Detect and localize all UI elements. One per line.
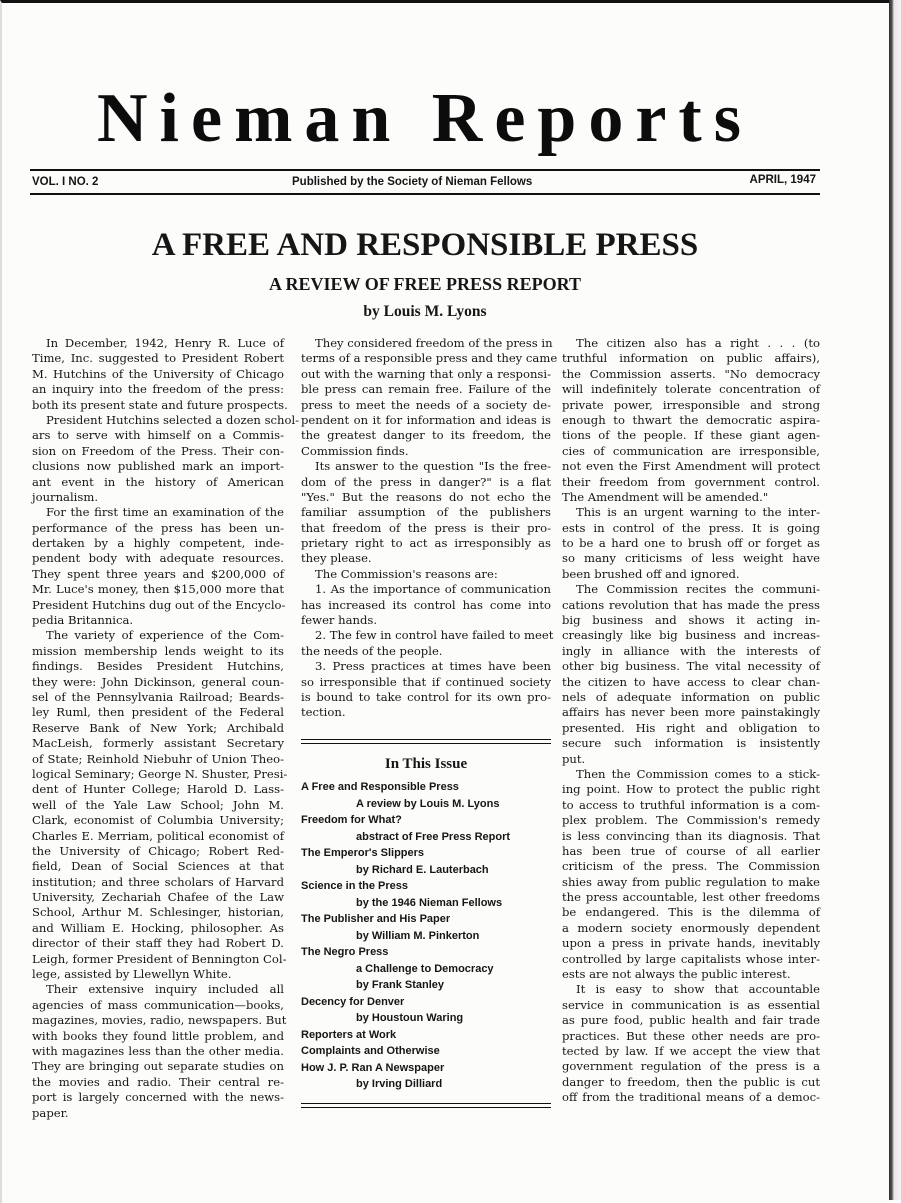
text-line: a modern society enormously dependent — [562, 920, 820, 935]
article-column-2 — [301, 336, 558, 721]
toc-item — [301, 1027, 551, 1044]
text-line: so many criticisms of less weight have — [562, 551, 820, 566]
text-line: They spent three years and $200,000 of — [32, 566, 284, 581]
text-line: M. Hutchins of the University of Chicago — [32, 366, 284, 381]
text-line: out with the warning that only a responsi- — [301, 366, 551, 381]
text-line: prietary right to act as irresponsibly as — [301, 536, 551, 551]
toc-list — [301, 779, 551, 1093]
toc-item — [301, 845, 551, 878]
toc-item-subtitle: a Challenge to Democracy — [356, 962, 494, 975]
toc-item-title: The Publisher and His Paper — [301, 913, 451, 925]
masthead-rule-bottom — [30, 193, 820, 195]
text-line: to be a hard one to brush off or forget as — [562, 536, 820, 551]
text-line: big business and shows it acting in- — [562, 613, 820, 628]
toc-item-subtitle: by Houstoun Waring — [356, 1012, 464, 1024]
text-line: tection. — [301, 705, 346, 720]
text-line: ests are not always the public interest. — [562, 967, 791, 982]
text-line: been brushed off and ignored. — [562, 566, 740, 581]
text-line: the press accountable, lest other freedoms — [562, 890, 820, 905]
text-line: terms of a responsible press and they came — [301, 351, 558, 366]
text-line: lege, assisted by Llewellyn White. — [32, 967, 232, 982]
text-line: the citizen to have access to clear chan- — [562, 674, 820, 689]
text-line: as pure food, public health and fair trade — [562, 1013, 820, 1028]
text-line: cies of communication are irresponsible, — [562, 443, 820, 458]
toc-item-title: Decency for Denver — [301, 995, 405, 1008]
text-line: field, Dean of Social Sciences at that — [32, 859, 284, 874]
text-line: is bound to take control for its own pro- — [301, 689, 551, 704]
article-byline: by Louis M. Lyons — [363, 303, 487, 320]
text-line: ests in control of the press. It is going — [562, 520, 820, 535]
text-line: ley Ruml, then president of the Federal — [32, 705, 284, 720]
text-line: ars to serve with himself on a Commis- — [32, 428, 284, 443]
volume-number: VOL. I NO. 2 — [32, 176, 99, 188]
text-line: It is easy to show that accountable — [576, 982, 820, 997]
text-line: cations revolution that has made the press — [562, 597, 820, 612]
toc-item — [301, 911, 551, 944]
text-line: Leigh, former President of Bennington Col- — [32, 951, 287, 966]
text-line: creasingly like big business and increas- — [562, 628, 820, 643]
text-line: Charles E. Merriam, political economist of — [32, 828, 284, 843]
text-line: Commission finds. — [301, 443, 409, 458]
toc-item-title: Freedom for What? — [301, 814, 402, 826]
toc-item — [301, 878, 551, 911]
text-line: with books they found little problem, and — [32, 1028, 284, 1043]
text-line: with magazines less than the other media. — [32, 1043, 284, 1058]
text-line: the needs of the people. — [301, 643, 443, 658]
text-line: of State; Reinhold Niebuhr of Union Theo- — [32, 751, 284, 766]
text-line: port is largely concerned with the news- — [32, 1090, 284, 1105]
article-subheadline: A REVIEW OF FREE PRESS REPORT — [269, 274, 581, 294]
text-line: Its answer to the question "Is the free- — [315, 459, 551, 474]
text-line: dertaken by a highly competent, inde- — [32, 536, 284, 551]
text-line: press to meet the needs of a society de- — [301, 397, 551, 412]
text-line: practices. But these other needs are pro- — [562, 1028, 820, 1043]
toc-item-title: The Negro Press — [301, 946, 389, 958]
issue-info-bar — [30, 173, 820, 193]
text-line: dent of Hunter College; Harold D. Lass- — [32, 782, 284, 797]
article-column-3 — [562, 336, 820, 1106]
text-line: ingly in alliance with the interests of — [562, 643, 820, 658]
toc-item-title: A Free and Responsible Press — [301, 781, 459, 793]
text-line: criticism of the press. The Commission — [562, 859, 820, 874]
text-line: presented. His right and obligation to — [562, 720, 820, 735]
text-line: pendent on it for information and ideas is — [301, 412, 551, 427]
toc-item — [301, 977, 551, 994]
article-column-1 — [32, 336, 300, 1121]
text-line: the greatest danger to its freedom, the — [301, 428, 551, 443]
text-line: tected by law. If we accept the view that — [562, 1043, 820, 1058]
text-line: not even the First Amendment will protect — [562, 459, 820, 474]
text-line: nels of adequate information on public — [562, 689, 820, 704]
text-line: 2. The few in control have failed to meet — [315, 628, 554, 643]
text-line: In December, 1942, Henry R. Luce of — [46, 336, 284, 350]
text-line: journalism. — [32, 489, 99, 504]
text-line: sel of the Pennsylvania Railroad; Beards- — [32, 689, 284, 704]
text-line: government regulation of the press is a — [562, 1059, 820, 1074]
text-line: President Hutchins selected a dozen schol- — [46, 412, 300, 427]
text-line: They are bringing out separate studies on — [32, 1059, 284, 1074]
toc-item-title: How J. P. Ran A Newspaper — [301, 1061, 445, 1074]
text-line: enough to thwart the democratic aspira- — [562, 412, 820, 427]
text-line: they were: John Dickinson, general coun- — [32, 674, 284, 689]
text-line: other big business. The vital necessity of — [562, 659, 820, 674]
text-line: Reserve Bank of New York; Archibald — [32, 720, 284, 735]
masthead-rule-top — [30, 169, 820, 171]
text-line: put. — [562, 751, 586, 766]
toc-item-title: The Emperor's Slippers — [301, 847, 425, 859]
text-line: ble press can remain free. Failure of the — [301, 382, 551, 397]
toc-bottom-rule — [301, 1103, 551, 1108]
text-line: The Commission recites the communi- — [576, 582, 820, 597]
text-line: affairs has never been more painstakingly — [562, 705, 820, 720]
text-line: well of the Yale Law School; John M. — [32, 797, 284, 812]
text-line: off from the traditional means of a democ- — [562, 1090, 820, 1105]
toc-item — [301, 779, 551, 812]
text-line: For the first time an examination of the — [46, 505, 284, 520]
text-line: paper. — [32, 1105, 69, 1120]
toc-item-subtitle: by William M. Pinkerton — [356, 929, 480, 942]
text-line: sion on Freedom of the Press. Their con- — [32, 443, 284, 458]
text-line: controlled by large capitalists whose inter- — [562, 951, 820, 966]
text-line: 1. As the importance of communication — [315, 582, 551, 597]
text-line: be endangered. This is the dilemma of — [562, 905, 820, 920]
text-line: pendent body with adequate resources. — [32, 551, 284, 566]
text-line: performance of the press has been un- — [32, 520, 284, 535]
issue-date: APRIL, 1947 — [749, 174, 816, 186]
text-line: so irresponsible that if continued society — [301, 674, 551, 689]
text-line: ant event in the history of American — [32, 474, 284, 489]
in-this-issue-box — [301, 739, 551, 1108]
text-line: Mr. Luce's money, then $15,000 more that — [32, 582, 284, 597]
toc-item-subtitle: A review by Louis M. Lyons — [356, 797, 500, 810]
text-line: the University of Chicago; Robert Red- — [32, 843, 284, 858]
toc-title: In This Issue — [384, 756, 468, 772]
text-line: secure such information is insistently — [562, 736, 820, 751]
toc-item-title: Complaints and Otherwise — [301, 1045, 440, 1057]
text-line: their freedom from government control. — [562, 474, 820, 489]
page-edge — [889, 0, 901, 1200]
text-line: service in communication is as essential — [562, 997, 820, 1012]
text-line: President Hutchins dug out of the Encyclo- — [32, 597, 286, 612]
text-line: private power, irresponsible and strong — [562, 397, 820, 412]
text-line: dom of the press in danger?" is a flat — [301, 474, 551, 489]
text-line: School, Arthur M. Schlesinger, historian, — [32, 905, 284, 920]
text-line: This is an urgent warning to the inter- — [576, 505, 820, 520]
text-line: pedia Britannica. — [32, 613, 134, 628]
text-line: MacLeish, formerly assistant Secretary — [32, 736, 284, 751]
text-line: plex problem. The Commission's remedy — [562, 813, 820, 828]
text-line: and William E. Hocking, philosopher. As — [32, 920, 284, 935]
text-line: familiar assumption of the publishers — [301, 505, 551, 520]
text-line: clusions now published mark an import- — [32, 459, 284, 474]
text-line: Clark, economist of Columbia University; — [32, 813, 284, 828]
text-line: is less convincing than its diagnosis. That — [562, 828, 820, 843]
text-line: shies away from public regulation to make — [562, 874, 820, 889]
toc-item-subtitle: by Irving Dilliard — [356, 1078, 443, 1090]
text-line: institution; and three scholars of Harvard — [32, 874, 284, 889]
text-line: truthful information on public affairs), — [562, 351, 820, 366]
text-line: ing point. How to protect the public right — [562, 782, 820, 797]
toc-item — [301, 812, 551, 845]
text-line: mission membership lends weight to its — [32, 643, 284, 658]
publisher-line: Published by the Society of Nieman Fellows — [292, 176, 533, 188]
article-headline: A FREE AND RESPONSIBLE PRESS — [151, 227, 699, 263]
text-line: an inquiry into the freedom of the press: — [32, 382, 284, 397]
toc-item — [301, 1043, 551, 1060]
text-line: University, Zechariah Chafee of the Law — [32, 890, 284, 905]
text-line: tions of the people. If these giant agen- — [562, 428, 820, 443]
toc-item-title: Reporters at Work — [301, 1028, 397, 1041]
text-line: director of their staff they had Robert D. — [32, 936, 284, 951]
text-line: has been true of course of all earlier — [562, 843, 820, 858]
toc-item-subtitle: by Frank Stanley — [356, 979, 445, 991]
text-line: The variety of experience of the Com- — [46, 628, 284, 643]
toc-item-subtitle: abstract of Free Press Report — [356, 830, 511, 843]
text-line: findings. Besides President Hutchins, — [32, 659, 284, 674]
text-line: agencies of mass communication—books, — [32, 997, 284, 1012]
text-line: The Commission's reasons are: — [315, 566, 498, 581]
text-line: Time, Inc. suggested to President Robert — [32, 351, 284, 366]
text-line: logical Seminary; George N. Shuster, Presi- — [32, 766, 288, 781]
toc-item — [301, 944, 551, 977]
text-line: Then the Commission comes to a stick- — [576, 766, 820, 781]
toc-item — [301, 994, 551, 1027]
text-line: "Yes." But the reasons do not echo the — [301, 489, 551, 504]
text-line: magazines, movies, radio, newspapers. But — [32, 1013, 287, 1028]
text-line: 3. Press practices at times have been — [315, 659, 551, 674]
text-line: that freedom of the press is their pro- — [301, 520, 551, 535]
text-line: fewer hands. — [301, 613, 378, 628]
toc-item-title: Science in the Press — [301, 880, 408, 892]
masthead-title: Nieman Reports — [97, 80, 753, 157]
text-line: the movies and radio. Their central re- — [32, 1074, 284, 1089]
text-line: danger to freedom, then the public is cut — [562, 1074, 820, 1089]
text-line: The citizen also has a right . . . (to — [576, 336, 820, 350]
toc-item — [301, 1060, 551, 1093]
text-line: both its present state and future prospects. — [32, 397, 288, 412]
text-line: to access to truthful information is a com- — [562, 797, 820, 812]
text-line: They considered freedom of the press in — [315, 336, 553, 350]
text-line: The Amendment will be amended." — [562, 489, 769, 504]
text-line: the Commission asserts. "No democracy — [562, 366, 820, 381]
text-line: will indefinitely tolerate concentration of — [562, 382, 820, 397]
text-line: they please. — [301, 551, 372, 566]
toc-item-subtitle: by the 1946 Nieman Fellows — [356, 896, 503, 909]
text-line: Their extensive inquiry included all — [46, 982, 284, 997]
text-line: upon a press in private hands, inevitably — [562, 936, 820, 951]
text-line: has increased its control has come into — [301, 597, 551, 612]
toc-item-subtitle: by Richard E. Lauterbach — [356, 863, 489, 876]
toc-top-rule — [301, 739, 551, 744]
